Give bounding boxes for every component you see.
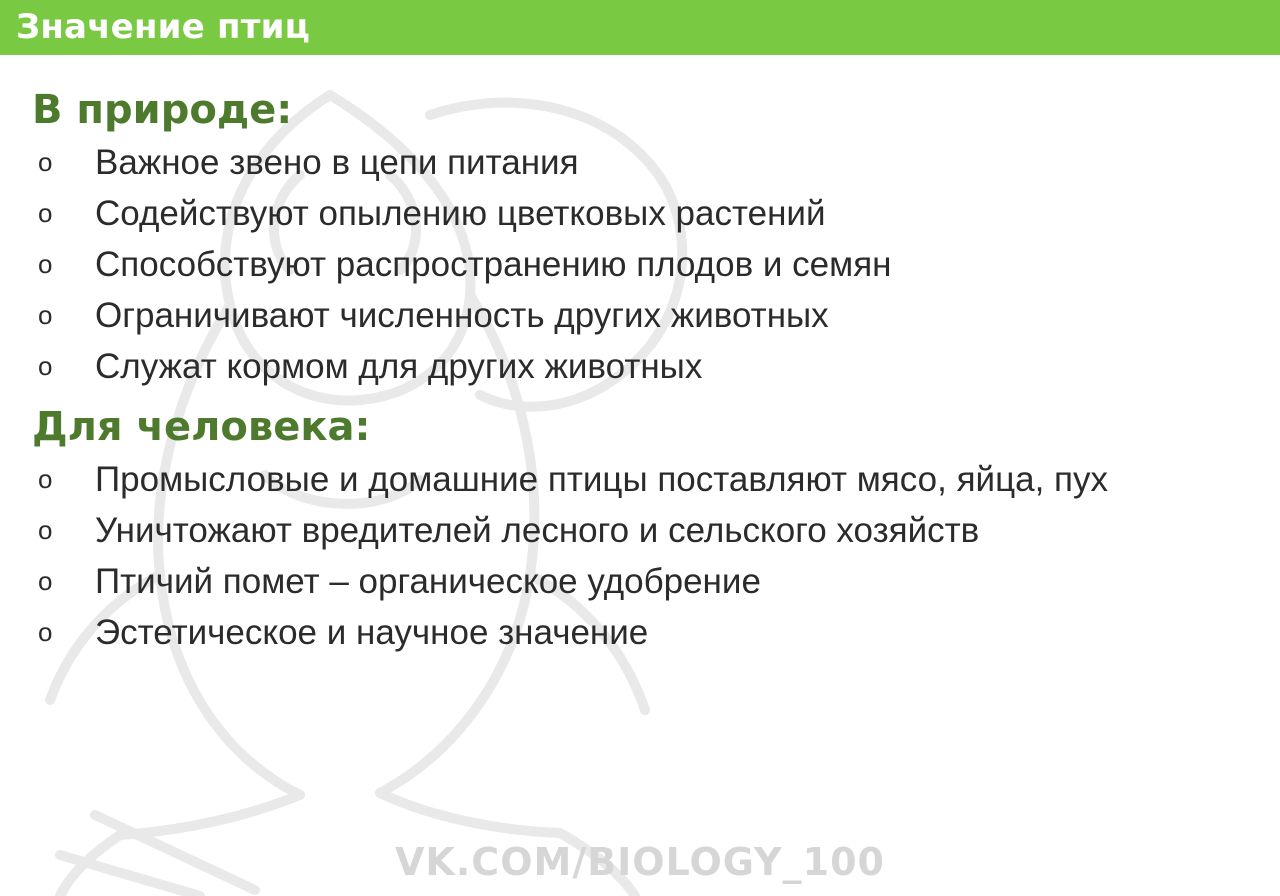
list-item <box>0 505 1280 556</box>
bullet-marker: o <box>38 464 53 494</box>
bullet-marker: o <box>38 566 53 596</box>
list-item <box>0 290 1280 341</box>
bullet-marker: o <box>38 198 53 228</box>
list-item <box>0 137 1280 188</box>
list-item <box>0 607 1280 658</box>
list-item-text: Промысловые и домашние птицы поставляют мясо, яйца, пух <box>95 460 1108 499</box>
list-item-text: Содействуют опылению цветковых растений <box>95 194 826 233</box>
list-item <box>0 239 1280 290</box>
page-title: Значение птиц <box>16 7 311 47</box>
list-item-text: Птичий помет – органическое удобрение <box>95 562 761 601</box>
bullet-marker: o <box>38 351 53 381</box>
list-item <box>0 188 1280 239</box>
list-item-text: Способствуют распространению плодов и семян <box>95 245 892 284</box>
list-item <box>0 341 1280 392</box>
section-heading-human: Для человека: <box>32 404 371 450</box>
list-item <box>0 556 1280 607</box>
bullet-marker: o <box>38 515 53 545</box>
slide-content <box>0 55 1280 658</box>
list-item-text: Важное звено в цепи питания <box>95 143 579 182</box>
bullet-marker: o <box>38 249 53 279</box>
list-item <box>0 454 1280 505</box>
title-bar <box>0 0 1280 55</box>
section-heading-nature: В природе: <box>32 87 293 133</box>
list-item-text: Служат кормом для других животных <box>95 347 703 386</box>
list-item-text: Уничтожают вредителей лесного и сельского хозяйств <box>95 511 980 550</box>
bullet-marker: o <box>38 617 53 647</box>
bullet-marker: o <box>38 147 53 177</box>
list-item-text: Эстетическое и научное значение <box>95 613 649 652</box>
bullet-list-nature <box>0 133 1280 392</box>
bullet-marker: o <box>38 300 53 330</box>
bullet-list-human <box>0 450 1280 658</box>
list-item-text: Ограничивают численность других животных <box>95 296 829 335</box>
footer-watermark: VK.COM/BIOLOGY_100 <box>395 840 885 884</box>
